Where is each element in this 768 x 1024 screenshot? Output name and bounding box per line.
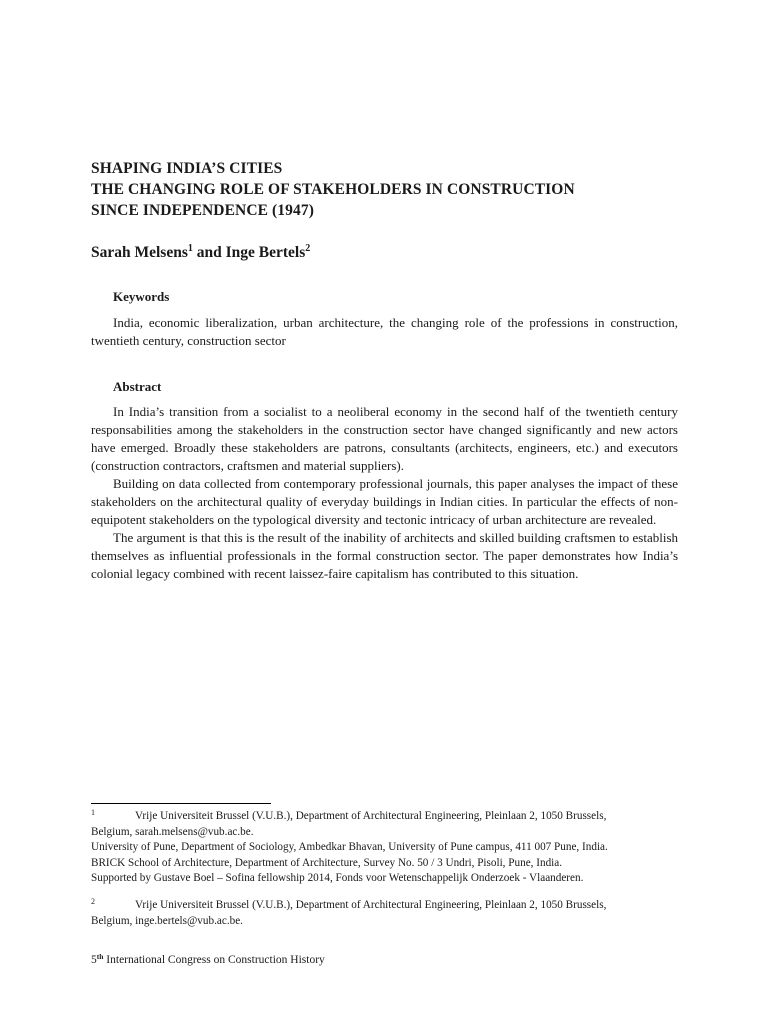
title-line: SHAPING INDIA’S CITIES (91, 160, 283, 177)
footer-text: International Congress on Construction History (103, 954, 325, 966)
footer-ordinal: th (96, 952, 104, 961)
paper-title (91, 158, 711, 221)
footnote-line: Belgium, sarah.melsens@vub.ac.be. (91, 825, 254, 838)
footnote-mark: 1 (187, 243, 193, 254)
footnote-line: BRICK School of Architecture, Department of Architecture, Survey No. 50 / 3 Undri, Pisoli, Pune, India. (91, 856, 563, 869)
keywords-paragraph: India, economic liberalization, urban architecture, the changing role of the professions in construction, twentieth century, construction sector (91, 315, 678, 348)
abstract-body (91, 403, 678, 583)
footnote-mark: 2 (305, 243, 311, 254)
abstract-paragraph: In India’s transition from a socialist to a neoliberal economy in the second half of the twentieth century responsabilities among the stakeholders in the construction sector have changed significantly and new actors have emerged. Broadly these stakeholders are patrons, consultants (architects, engineers, etc.) and executors (construction contractors, craftsmen and material suppliers). (91, 404, 678, 473)
author-name: Sarah Melsens (91, 244, 188, 261)
footnote-line: Vrije Universiteit Brussel (V.U.B.), Department of Architectural Engineering, Pleinlaan 2, 1050 Brussels, (135, 810, 607, 822)
keywords-heading: Keywords (113, 289, 170, 304)
footnote-line: Supported by Gustave Boel – Sofina fellowship 2014, Fonds voor Wetenschappelijk Onderzoek - Vlaanderen. (91, 872, 584, 884)
page-footer (91, 952, 325, 968)
title-line: SINCE INDEPENDENCE (1947) (91, 202, 314, 219)
abstract-heading: Abstract (113, 379, 162, 394)
title-line: THE CHANGING ROLE OF STAKEHOLDERS IN CONSTRUCTION (91, 181, 575, 198)
author-list (91, 242, 310, 264)
abstract-paragraph: Building on data collected from contemporary professional journals, this paper analyses the impact of these stakeholders on the architectural quality of everyday buildings in Indian cities. In particular the effects of non-equipotent stakeholders on the typological diversity and tectonic intricacy of urban architecture are revealed. (91, 476, 678, 527)
author-joiner: and (192, 244, 226, 261)
footnote-separator (91, 803, 271, 804)
author-name: Inge Bertels (225, 244, 306, 261)
footer-number: 5 (91, 954, 97, 966)
keywords-text (91, 314, 678, 350)
footnote-line: University of Pune, Department of Sociology, Ambedkar Bhavan, University of Pune campus, 411 007 Pune, India. (91, 841, 608, 853)
footnote-1: 1 Vrije Universiteit Brussel (V.U.B.), Department of Architectural Engineering, Pleinlaan 2, 1050 Brussels, Belgium, sarah.melsens@vub.ac.be. University of Pune, Department of Sociology, Ambedkar Bhavan, University of Pune campus, 411 007 Pune, India. BRICK School of Architecture, Department of Architecture, Survey No. 50 / 3 Undri, Pisoli, Pune, India. Supported by Gustave Boel – Sofina fellowship 2014, Fonds voor Wetenschappelijk Onderzoek - Vlaanderen. (91, 809, 691, 887)
footnote-line: Vrije Universiteit Brussel (V.U.B.), Department of Architectural Engineering, Pleinlaan 2, 1050 Brussels, (135, 899, 607, 911)
footnote-2: 2 Vrije Universiteit Brussel (V.U.B.), Department of Architectural Engineering, Pleinlaan 2, 1050 Brussels, Belgium, inge.bertels@vub.ac.be. (91, 898, 691, 929)
footnote-line: Belgium, inge.bertels@vub.ac.be. (91, 914, 243, 927)
abstract-paragraph: The argument is that this is the result of the inability of architects and skilled building craftsmen to establish themselves as influential professionals in the formal construction sector. The paper demonstrates how India’s colonial legacy combined with recent laissez-faire capitalism has contributed to this situation. (91, 530, 678, 581)
